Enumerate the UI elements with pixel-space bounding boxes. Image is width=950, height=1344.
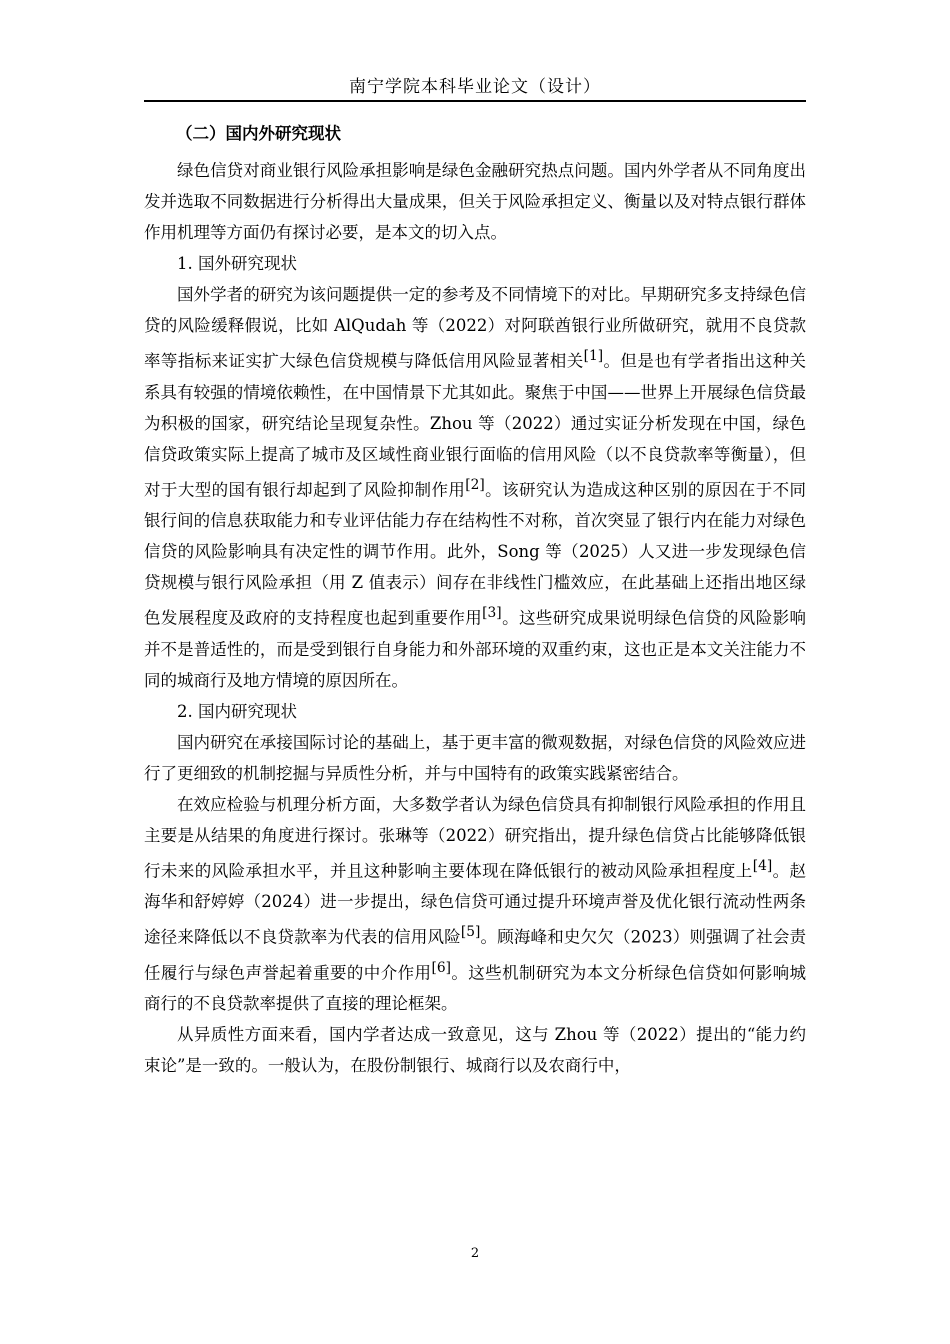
- citation-6: [6]: [431, 959, 451, 976]
- domestic-text-3: 。顾海峰和史欠欠（2023）则强调了社会责任履行与绿色声誉起着重要的中介作用: [144, 927, 807, 982]
- header-title: 南宁学院本科毕业论文（设计）: [349, 77, 601, 97]
- header-rule: [144, 100, 806, 102]
- domestic-text-4: 。这些机制研究为本文分析绿色信贷如何影响城商行的不良贷款率提供了直接的理论框架。: [144, 963, 807, 1013]
- domestic-paragraph-1: 国内研究在承接国际讨论的基础上，基于更丰富的微观数据，对绿色信贷的风险效应进行了更细致的机制挖掘与异质性分析，并与中国特有的政策实践紧密结合。: [144, 732, 806, 783]
- foreign-research-paragraph: [144, 279, 806, 696]
- domestic-paragraph-3: 从异质性方面来看，国内学者达成一致意见，这与 Zhou 等（2022）提出的“能力约束论”是一致的。一般认为，在股份制银行、城商行以及农商行中，: [144, 1025, 806, 1075]
- section-heading: （二）国内外研究现状: [176, 124, 341, 143]
- page-number: 2: [470, 1246, 480, 1261]
- domestic-text-2: 。赵海华和舒婷婷（2024）进一步提出，绿色信贷可通过提升环境声誉及优化银行流动性两条途径来降低以不良贷款率为代表的信用风险: [144, 861, 807, 947]
- citation-4: [4]: [752, 857, 773, 874]
- citation-2: [2]: [465, 476, 485, 493]
- foreign-text-2: 。但是也有学者指出这种关系具有较强的情境依赖性，在中国情景下尤其如此。聚焦于中国——世界上开展绿色信贷最为积极的国家，研究结论呈现复杂性。Zhou 等（2022）通过实证分析发现在中国，绿色信贷政策实际上提高了城市及区域性商业银行面临的信用风险（以不良贷款率等衡量），但对于大型的国有银行却起到了风险抑制作用: [144, 351, 807, 499]
- foreign-research-heading: 1. 国外研究现状: [177, 254, 297, 273]
- document-body: [144, 118, 806, 1081]
- citation-5: [5]: [460, 924, 481, 940]
- foreign-text-3: 。该研究认为造成这种区别的原因在于不同银行间的信息获取能力和专业评估能力存在结构性不对称，首次突显了银行内在能力对绿色信贷的风险影响具有决定性的调节作用。此外，Song 等（2025）人又进一步发现绿色信贷规模与银行风险承担（用 Z 值表示）间存在非线性门槛效应，在此基础上还指出地区绿色发展程度及政府的支持程度也起到重要作用: [144, 480, 807, 628]
- foreign-text-4: 。这些研究成果说明绿色信贷的风险影响并不是普适性的，而是受到银行自身能力和外部环境的双重约束，这也正是本文关注能力不同的城商行及地方情境的原因所在。: [144, 608, 807, 690]
- citation-1: [1]: [583, 348, 604, 364]
- domestic-paragraph-2: [144, 789, 806, 1020]
- intro-paragraph: 绿色信贷对商业银行风险承担影响是绿色金融研究热点问题。国内外学者从不同角度出发并选取不同数据进行分析得出大量成果，但关于风险承担定义、衡量以及对特点银行群体作用机理等方面仍有探讨必要，是本文的切入点。: [144, 161, 806, 242]
- citation-3: [3]: [482, 605, 502, 621]
- domestic-research-heading: 2. 国内研究现状: [177, 701, 297, 721]
- domestic-text-1: 在效应检验与机理分析方面，大多数学者认为绿色信贷具有抑制银行风险承担的作用且主要是从结果的角度进行探讨。张琳等（2022）研究指出，提升绿色信贷占比能够降低银行未来的风险承担水平，并且这种影响主要体现在降低银行的被动风险承担程度上: [144, 794, 806, 880]
- foreign-text-1: 国外学者的研究为该问题提供一定的参考及不同情境下的对比。早期研究多支持绿色信贷的风险缓释假说，比如 AlQudah 等（2022）对阿联酋银行业所做研究，就用不良贷款率等指标来证实扩大绿色信贷规模与降低信用风险显著相关: [144, 285, 806, 371]
